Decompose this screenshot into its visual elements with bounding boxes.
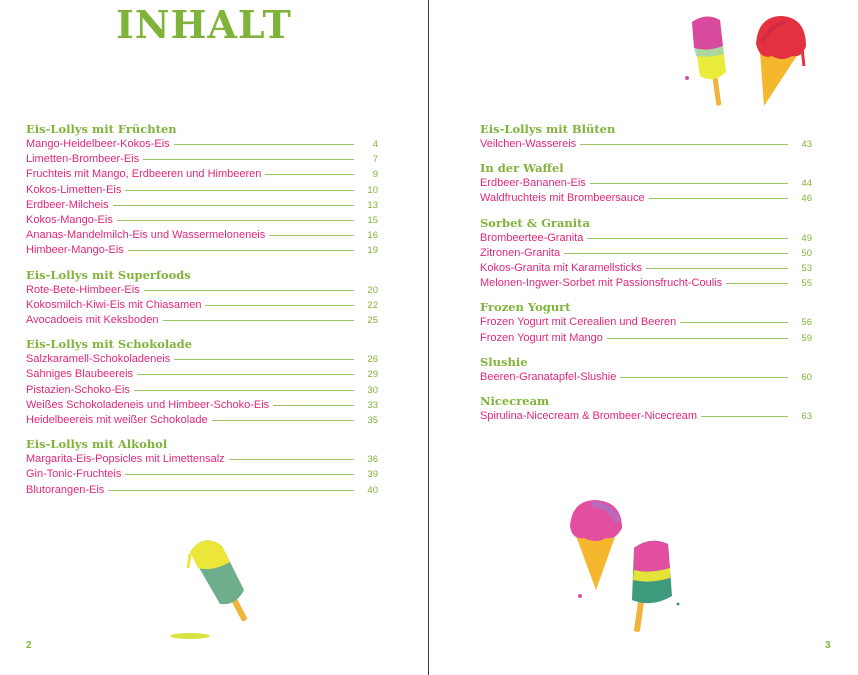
entry-title: Erdbeer-Milcheis — [26, 198, 109, 211]
toc-entry[interactable] — [26, 398, 378, 413]
toc-entry[interactable] — [26, 467, 378, 482]
page-number-right: 3 — [825, 640, 831, 651]
entry-page-number: 16 — [367, 230, 378, 242]
toc-entry[interactable] — [26, 283, 378, 298]
leader-line — [620, 377, 788, 378]
section-heading: Eis-Lollys mit Superfoods — [26, 267, 191, 282]
entry-page-number: 39 — [367, 469, 378, 481]
toc-entry[interactable] — [26, 352, 378, 367]
toc-entry[interactable] — [480, 276, 812, 291]
section-heading: Eis-Lollys mit Schokolade — [26, 337, 193, 352]
entry-title: Himbeer-Mango-Eis — [26, 244, 124, 257]
entry-title: Weißes Schokoladeneis und Himbeer-Schoko-Eis — [26, 398, 270, 411]
leader-line — [125, 190, 354, 191]
toc-entry[interactable] — [26, 298, 378, 313]
toc-entry[interactable] — [26, 198, 378, 213]
toc-entry[interactable] — [26, 243, 378, 258]
entry-title: Sahniges Blaubeereis — [26, 368, 134, 381]
entry-page-number: 36 — [367, 454, 378, 466]
entry-title: Pistazien-Schoko-Eis — [26, 383, 130, 396]
section-heading: Sorbet & Granita — [480, 215, 590, 230]
entry-title: Veilchen-Wassereis — [480, 138, 577, 150]
entry-title: Margarita-Eis-Popsicles mit Limettensalz — [26, 453, 225, 466]
entry-title: Kokos-Granita mit Karamellsticks — [480, 262, 642, 275]
toc-section-frozen-yogurt — [480, 299, 812, 345]
entry-title: Avocadoeis mit Keksboden — [26, 314, 159, 327]
leader-line — [229, 459, 354, 460]
entry-page-number: 56 — [801, 317, 812, 329]
entry-page-number: 7 — [372, 154, 378, 166]
toc-entry[interactable] — [480, 137, 812, 152]
entry-page-number: 25 — [367, 315, 378, 327]
entry-page-number: 29 — [367, 369, 378, 381]
leader-line — [205, 305, 354, 306]
entry-title: Erdbeer-Bananen-Eis — [480, 177, 586, 190]
toc-entry[interactable] — [480, 191, 812, 206]
toc-right-column — [480, 121, 812, 432]
leader-line — [163, 320, 355, 321]
entry-title: Spirulina-Nicecream & Brombeer-Nicecream — [480, 410, 698, 423]
toc-section-nicecream — [480, 393, 812, 424]
toc-section-sorbet-granita — [480, 215, 812, 292]
entry-title: Heidelbeereis mit weißer Schokolade — [26, 414, 208, 427]
leader-line — [269, 235, 354, 236]
entry-title: Brombeertee-Granita — [480, 231, 584, 244]
entry-page-number: 44 — [801, 178, 812, 190]
entry-title: Mango-Heidelbeer-Kokos-Eis — [26, 138, 170, 150]
leader-line — [273, 405, 354, 406]
entry-title: Kokosmilch-Kiwi-Eis mit Chiasamen — [26, 298, 202, 311]
entry-page-number: 30 — [367, 384, 378, 396]
entry-page-number: 22 — [367, 299, 378, 311]
entry-page-number: 49 — [801, 232, 812, 244]
popsicle-pink-yellow-icon — [682, 12, 734, 108]
leader-line — [125, 474, 354, 475]
toc-left-column — [26, 121, 378, 506]
toc-entry[interactable] — [26, 313, 378, 328]
entry-title: Fruchteis mit Mango, Erdbeeren und Himbeeren — [26, 168, 262, 181]
entry-title: Frozen Yogurt mit Cerealien und Beeren — [480, 316, 677, 329]
popsicle-pink-green-icon — [620, 536, 682, 634]
toc-entry[interactable] — [26, 137, 378, 152]
leader-line — [587, 238, 788, 239]
entry-page-number: 53 — [801, 263, 812, 275]
leader-line — [174, 359, 354, 360]
leader-line — [174, 144, 354, 145]
toc-entry[interactable] — [480, 246, 812, 261]
toc-entry[interactable] — [26, 167, 378, 182]
entry-page-number: 10 — [367, 184, 378, 196]
book-spine — [428, 0, 429, 675]
leader-line — [701, 416, 788, 417]
entry-page-number: 26 — [367, 354, 378, 366]
leader-line — [646, 268, 788, 269]
leader-line — [265, 174, 354, 175]
toc-entry[interactable] — [26, 383, 378, 398]
entry-page-number: 63 — [801, 411, 812, 423]
toc-section-eis-lollys-mit-superfoods — [26, 267, 378, 329]
popsicle-yellow-green-icon — [168, 532, 252, 644]
leader-line — [144, 290, 354, 291]
entry-title: Gin-Tonic-Fruchteis — [26, 468, 122, 481]
entry-title: Frozen Yogurt mit Mango — [480, 331, 603, 344]
toc-entry[interactable] — [480, 370, 812, 385]
entry-page-number: 33 — [367, 399, 378, 411]
entry-page-number: 9 — [372, 169, 378, 181]
entry-page-number: 50 — [801, 247, 812, 259]
toc-entry[interactable] — [26, 452, 378, 467]
toc-entry[interactable] — [26, 413, 378, 428]
toc-section-slushie — [480, 354, 812, 385]
leader-line — [726, 283, 788, 284]
leader-line — [117, 220, 354, 221]
entry-title: Kokos-Mango-Eis — [26, 214, 113, 227]
toc-entry[interactable] — [480, 331, 812, 346]
entry-title: Limetten-Brombeer-Eis — [26, 153, 140, 166]
toc-entry[interactable] — [26, 367, 378, 382]
toc-entry[interactable] — [480, 261, 812, 276]
entry-page-number: 59 — [801, 332, 812, 344]
section-heading: Frozen Yogurt — [480, 300, 571, 315]
entry-title: Salzkaramell-Schokoladeneis — [26, 353, 171, 366]
ice-cream-cone-red-icon — [752, 14, 810, 106]
leader-line — [580, 144, 788, 145]
entry-title: Waldfruchteis mit Brombeersauce — [480, 192, 645, 205]
leader-line — [108, 490, 354, 491]
toc-entry[interactable] — [26, 183, 378, 198]
section-heading: Eis-Lollys mit Alkohol — [26, 437, 168, 452]
toc-entry[interactable] — [480, 315, 812, 330]
entry-title: Zitronen-Granita — [480, 246, 561, 259]
entry-page-number: 20 — [367, 284, 378, 296]
toc-section-eis-lollys-mit-schokolade — [26, 336, 378, 428]
leader-line — [607, 338, 788, 339]
leader-line — [113, 205, 354, 206]
toc-entry[interactable] — [26, 228, 378, 243]
entry-title: Beeren-Granatapfel-Slushie — [480, 370, 617, 383]
toc-section-eis-lollys-mit-fruechten — [26, 121, 378, 259]
toc-entry[interactable] — [26, 213, 378, 228]
entry-page-number: 13 — [367, 199, 378, 211]
toc-entry[interactable] — [480, 231, 812, 246]
entry-title: Blutorangen-Eis — [26, 483, 105, 496]
entry-title: Kokos-Limetten-Eis — [26, 183, 122, 196]
entry-page-number: 40 — [367, 484, 378, 496]
toc-entry[interactable] — [26, 483, 378, 498]
leader-line — [137, 374, 354, 375]
section-heading: Nicecream — [480, 394, 550, 409]
leader-line — [680, 322, 788, 323]
leader-line — [649, 198, 788, 199]
page-number-left: 2 — [26, 640, 32, 651]
entry-page-number: 46 — [801, 193, 812, 205]
leader-line — [143, 159, 354, 160]
section-heading: In der Waffel — [480, 161, 564, 176]
entry-page-number: 35 — [367, 415, 378, 427]
entry-page-number: 15 — [367, 215, 378, 227]
section-heading: Slushie — [480, 354, 528, 369]
entry-title: Melonen-Ingwer-Sorbet mit Passionsfrucht-Coulis — [480, 277, 723, 290]
leader-line — [128, 250, 354, 251]
toc-section-in-der-waffel — [480, 160, 812, 206]
entry-page-number: 43 — [801, 139, 812, 150]
leader-line — [134, 390, 354, 391]
toc-section-eis-lollys-mit-alkohol — [26, 436, 378, 498]
entry-page-number: 60 — [801, 371, 812, 383]
toc-entry[interactable] — [480, 176, 812, 191]
entry-page-number: 4 — [372, 139, 378, 150]
toc-entry[interactable] — [26, 152, 378, 167]
entry-page-number: 19 — [367, 245, 378, 257]
ice-cream-cone-pink-icon — [566, 496, 628, 602]
toc-entry[interactable] — [480, 409, 812, 424]
leader-line — [212, 420, 354, 421]
entry-page-number: 55 — [801, 278, 812, 290]
section-heading: Eis-Lollys mit Früchten — [26, 122, 177, 136]
entry-title: Ananas-Mandelmilch-Eis und Wassermeloneneis — [26, 229, 266, 242]
toc-section-eis-lollys-mit-blueten — [480, 121, 812, 152]
page-title: INHALT — [116, 2, 292, 47]
leader-line — [590, 183, 788, 184]
leader-line — [564, 253, 788, 254]
entry-title: Rote-Bete-Himbeer-Eis — [26, 283, 140, 296]
section-heading: Eis-Lollys mit Blüten — [480, 122, 616, 136]
